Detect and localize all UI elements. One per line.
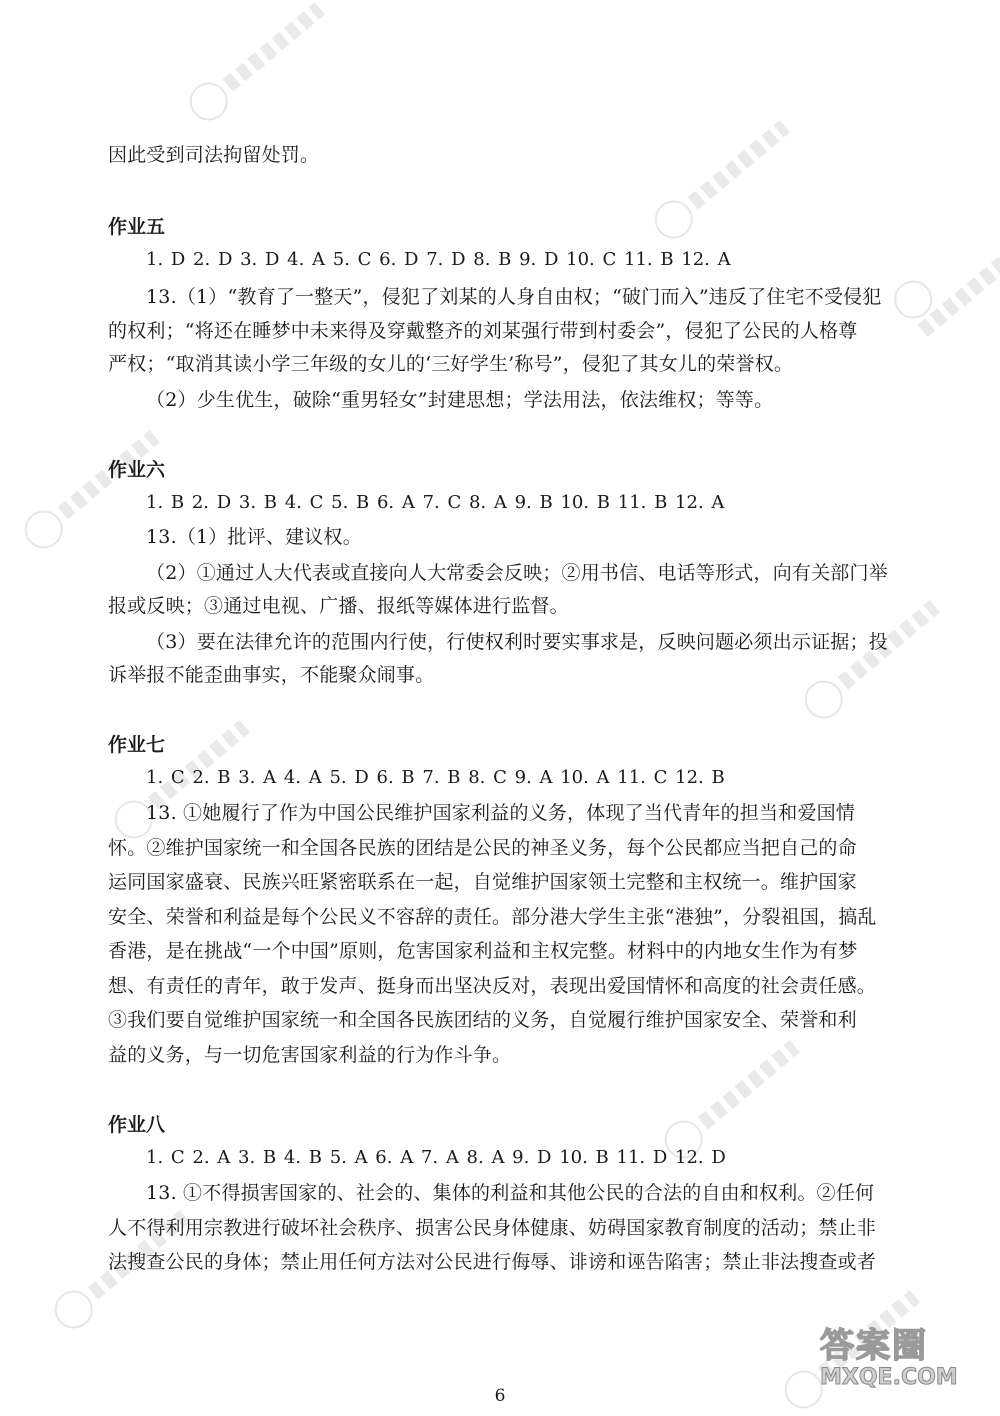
watermark-stamp [886,216,1000,341]
answer-text-line: 严权；“取消其读小学三年级的女儿的‘三好学生’称号”，侵犯了其女儿的荣誉权。 [108,353,794,375]
answer-text-line: 法搜查公民的身体；禁止用任何方法对公民进行侮辱、诽谤和诬告陷害；禁止非法搜查或者 [108,1251,877,1273]
section-heading: 作业七 [108,734,166,756]
answer-text-line: 13.（1）“教育了一整天”，侵犯了刘某的人身自由权；“破门而入”违反了住宅不受侵犯 [146,286,882,308]
answer-text-line: 运同国家盛衰、民族兴旺紧密联系在一起，自觉维护国家领土完整和主权统一。维护国家 [108,871,857,893]
page-number: 6 [494,1386,506,1406]
answer-text-line: 想、有责任的青年，敢于发声、挺身而出坚决反对，表现出爱国情怀和高度的社会责任感。 [108,975,877,997]
watermark-logo [820,1318,970,1398]
watermark-stamp [647,112,797,247]
section-heading: 作业五 [108,216,166,238]
continued-text-line: 因此受到司法拘留处罚。 [108,144,320,166]
watermark-logo-url: MXQE.COM [820,1365,958,1390]
answer-text-line: （2）少生优生，破除“重男轻女”封建思想；学法用法，依法维权；等等。 [146,389,774,411]
answer-text-line: 的权利；“将还在睡梦中未来得及穿戴整齐的刘某强行带到村委会”，侵犯了公民的人格尊 [108,320,858,342]
answer-text-line: 诉举报不能歪曲事实，不能聚众闹事。 [108,664,435,686]
answer-text-line: （2）①通过人大代表或直接向人大常委会反映；②用书信、电话等形式，向有关部门举 [146,562,888,584]
answer-text-line: 人不得利用宗教进行破坏社会秩序、损害公民身体健康、妨碍国家教育制度的活动；禁止非 [108,1217,877,1239]
section-heading: 作业六 [108,459,166,481]
section-heading: 作业八 [108,1114,166,1136]
answer-text-line: 怀。②维护国家统一和全国各民族的团结是公民的神圣义务，每个公民都应当把自己的命 [108,837,857,859]
watermark-stamp [17,422,167,557]
answer-text-line: ③我们要自觉维护国家统一和全国各民族团结的义务，自觉履行维护国家安全、荣誉和利 [108,1009,857,1031]
watermark-stamp [182,0,332,128]
answer-text-line: 13. ①她履行了作为中国公民维护国家利益的义务，体现了当代青年的担当和爱国情 [146,802,856,824]
answer-text-line: 报或反映；③通过电视、广播、报纸等媒体进行监督。 [108,595,569,617]
watermark-logo-title: 答案圈 [820,1326,928,1366]
answer-key-row: 1. D 2. D 3. D 4. A 5. C 6. D 7. D 8. B 9. D 10. C 11. B 12. A [146,249,731,270]
answer-text-line: 13.（1）批评、建议权。 [146,526,362,548]
answer-text-line: （3）要在法律允许的范围内行使，行使权利时要实事求是，反映问题必须出示证据；投 [146,631,888,653]
answer-key-row: 1. B 2. D 3. B 4. C 5. B 6. A 7. C 8. A 9. B 10. B 11. B 12. A [146,492,725,513]
answer-text-line: 13. ①不得损害国家的、社会的、集体的利益和其他公民的合法的自由和权利。②任何 [146,1182,875,1204]
answer-text-line: 香港，是在挑战“一个中国”原则，危害国家利益和主权完整。材料中的内地女生作为有梦 [108,940,858,962]
answer-text-line: 益的义务，与一切危害国家利益的行为作斗争。 [108,1044,512,1066]
answer-key-row: 1. C 2. B 3. A 4. A 5. D 6. B 7. B 8. C 9. A 10. A 11. C 12. B [146,767,725,788]
answer-key-row: 1. C 2. A 3. B 4. B 5. A 6. A 7. A 8. A 9. D 10. B 11. D 12. D [146,1147,726,1168]
answer-text-line: 安全、荣誉和利益是每个公民义不容辞的责任。部分港大学生主张“港独”，分裂祖国，搞乱 [108,906,877,928]
